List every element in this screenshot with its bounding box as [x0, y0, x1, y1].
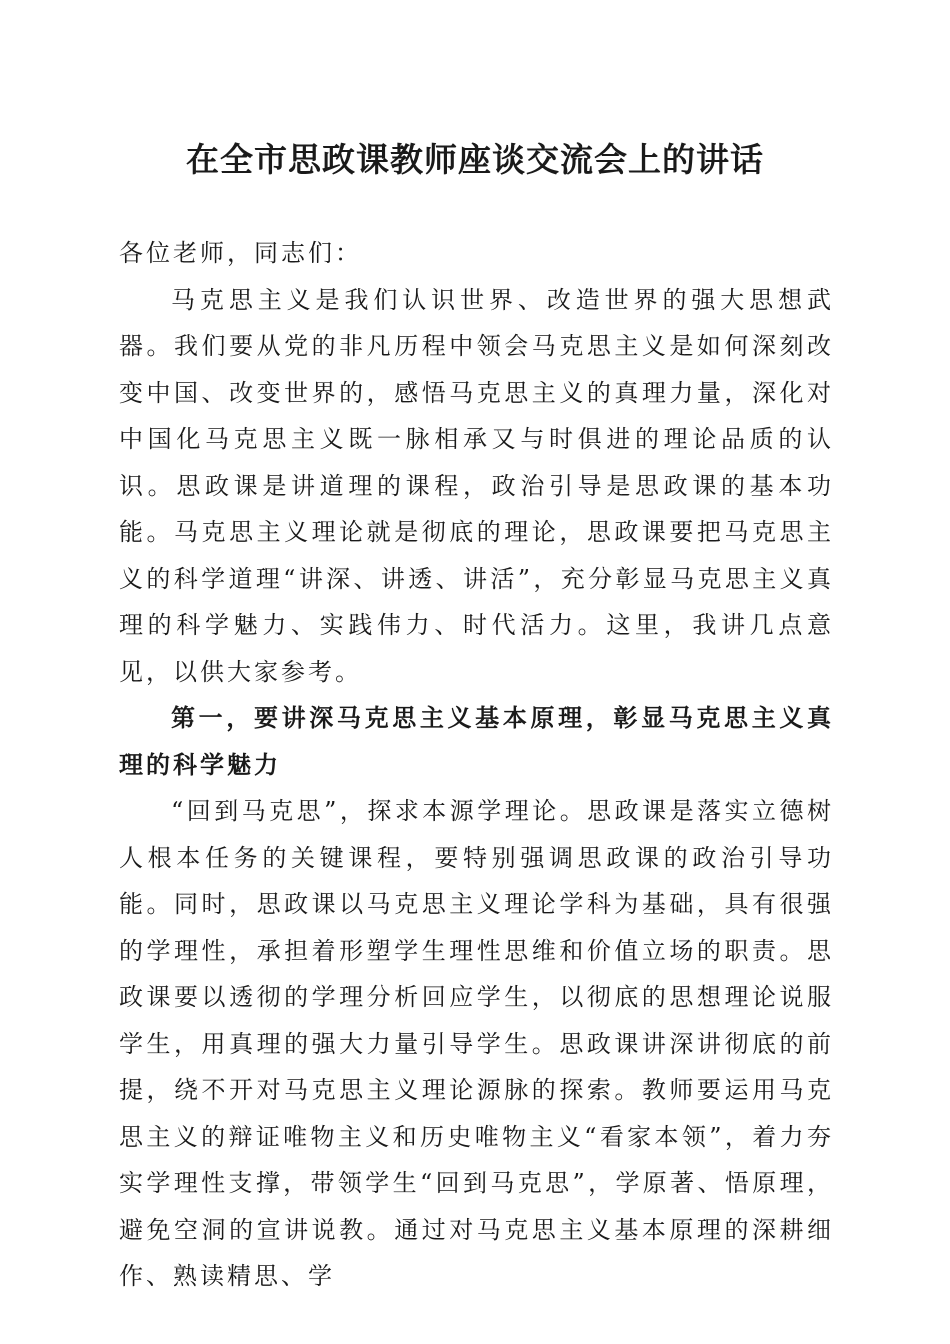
- section-heading: 第一，要讲深马克思主义基本原理，彰显马克思主义真理的科学魅力: [119, 703, 834, 779]
- intro-paragraph: 马克思主义是我们认识世界、改造世界的强大思想武器。我们要从党的非凡历程中领会马克思主义是如何深刻改变中国、改变世界的，感悟马克思主义的真理力量，深化对中国化马克思主义既一脉相承又与时俱进的理论品质的认识。思政课是讲道理的课程，政治引导是思政课的基本功能。马克思主义理论就是彻底的理论，思政课要把马克思主义的科学道理“讲深、讲透、讲活”，充分彰显马克思主义真理的科学魅力、实践伟力、时代活力。这里，我讲几点意见，以供大家参考。: [119, 285, 834, 686]
- salutation: 各位老师，同志们：: [119, 239, 362, 267]
- document-title: 在全市思政课教师座谈交流会上的讲话: [186, 140, 764, 179]
- section-paragraph: “回到马克思”，探求本源学理论。思政课是落实立德树人根本任务的关键课程，要特别强调思政课的政治引导功能。同时，思政课以马克思主义理论学科为基础，具有很强的学理性，承担着形塑学生理性思维和价值立场的职责。思政课要以透彻的学理分析回应学生，以彻底的思想理论说服学生，用真理的强大力量引导学生。思政课讲深讲彻底的前提，绕不开对马克思主义理论源脉的探索。教师要运用马克思主义的辩证唯物主义和历史唯物主义“看家本领”，着力夯实学理性支撑，带领学生“回到马克思”，学原著、悟原理，避免空洞的宣讲说教。通过对马克思主义基本原理的深耕细作、熟读精思、学: [119, 797, 834, 1290]
- document-body: [119, 230, 834, 1300]
